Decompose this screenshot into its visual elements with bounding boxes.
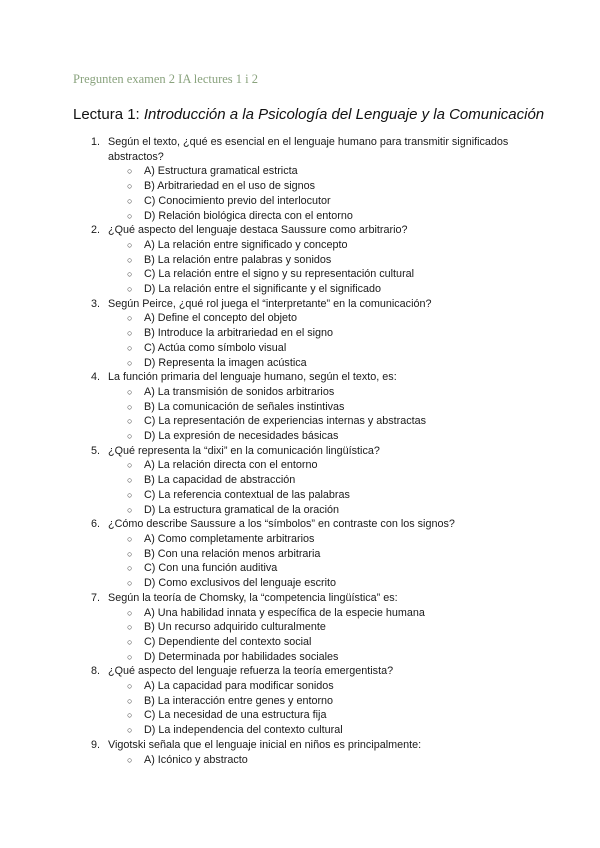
answer-option	[108, 326, 600, 341]
question-number: 1.	[91, 136, 101, 148]
answer-option	[108, 635, 600, 650]
answer-option	[108, 620, 600, 635]
answer-option	[108, 209, 600, 224]
hollow-circle-bullet-icon: ○	[127, 313, 133, 324]
question-item	[0, 664, 600, 738]
hollow-circle-bullet-icon: ○	[127, 651, 133, 662]
question-number: 9.	[91, 738, 101, 751]
hollow-circle-bullet-icon: ○	[127, 239, 133, 250]
answer-option-text: C) Con una función auditiva	[144, 562, 278, 575]
hollow-circle-bullet-icon: ○	[127, 284, 133, 295]
hollow-circle-bullet-icon: ○	[127, 342, 133, 353]
answer-option-text: B) Introduce la arbitrariedad en el signo	[144, 327, 334, 340]
answer-option-text: C) Conocimiento previo del interlocutor	[144, 194, 331, 207]
hollow-circle-bullet-icon: ○	[127, 431, 133, 442]
hollow-circle-bullet-icon: ○	[127, 195, 133, 206]
answer-option-text: B) La relación entre palabras y sonidos	[144, 253, 332, 266]
hollow-circle-bullet-icon: ○	[127, 386, 133, 397]
option-list	[108, 164, 600, 223]
option-list	[108, 606, 600, 665]
question-text: Vigotski señala que el lenguaje inicial en niños es principalmente:	[108, 738, 422, 751]
answer-option	[108, 694, 600, 709]
answer-option-text: A) Estructura gramatical estricta	[144, 165, 298, 178]
answer-option-text: B) La interacción entre genes y entorno	[144, 694, 334, 707]
answer-option	[108, 385, 600, 400]
option-list	[108, 753, 600, 768]
answer-option-text: A) Una habilidad innata y específica de la especie humana	[144, 606, 425, 619]
answer-option	[108, 341, 600, 356]
answer-option-text: D) Como exclusivos del lenguaje escrito	[144, 577, 337, 590]
hollow-circle-bullet-icon: ○	[127, 695, 133, 706]
question-text: La función primaria del lenguaje humano, según el texto, es:	[108, 371, 397, 384]
hollow-circle-bullet-icon: ○	[127, 578, 133, 589]
answer-option-text: A) La capacidad para modificar sonidos	[144, 680, 334, 693]
answer-option	[108, 488, 600, 503]
answer-option	[108, 473, 600, 488]
question-item	[0, 223, 600, 297]
answer-option	[108, 179, 600, 194]
question-number: 5.	[91, 444, 101, 457]
hollow-circle-bullet-icon: ○	[127, 636, 133, 647]
answer-option-text: A) La relación entre significado y concepto	[144, 238, 348, 251]
question-text: Según Peirce, ¿qué rol juega el “interpretante” en la comunicación?	[108, 297, 432, 310]
question-text: ¿Qué aspecto del lenguaje refuerza la teoría emergentista?	[108, 665, 394, 678]
answer-option-text: D) Determinada por habilidades sociales	[144, 650, 339, 663]
answer-option-text: C) La necesidad de una estructura fija	[144, 709, 327, 722]
question-number: 2.	[91, 224, 101, 237]
answer-option	[108, 164, 600, 179]
answer-option	[108, 503, 600, 518]
answer-option	[108, 311, 600, 326]
answer-option	[108, 253, 600, 268]
hollow-circle-bullet-icon: ○	[127, 681, 133, 692]
hollow-circle-bullet-icon: ○	[127, 475, 133, 486]
answer-option	[108, 356, 600, 371]
answer-option	[108, 547, 600, 562]
answer-option	[108, 723, 600, 738]
answer-option	[108, 532, 600, 547]
hollow-circle-bullet-icon: ○	[127, 416, 133, 427]
heading-prefix: Lectura 1:	[73, 106, 144, 123]
answer-option-text: D) Representa la imagen acústica	[144, 356, 307, 369]
question-text: Según la teoría de Chomsky, la “competencia lingüística” es:	[108, 591, 398, 604]
option-list	[108, 679, 600, 738]
answer-option	[108, 400, 600, 415]
hollow-circle-bullet-icon: ○	[127, 725, 133, 736]
heading-italic-title: Introducción a la Psicología del Lenguaje y la Comunicación	[143, 106, 545, 123]
question-item	[0, 370, 600, 444]
answer-option-text: B) Un recurso adquirido culturalmente	[144, 621, 326, 634]
answer-option	[108, 458, 600, 473]
hollow-circle-bullet-icon: ○	[127, 210, 133, 221]
option-list	[108, 311, 600, 370]
answer-option-text: A) La relación directa con el entorno	[144, 459, 318, 472]
question-item	[0, 738, 600, 767]
answer-option-text: C) La referencia contextual de las palabras	[144, 488, 350, 501]
answer-option	[108, 267, 600, 282]
answer-option-text: D) La relación entre el significante y el significado	[144, 283, 382, 296]
question-item	[0, 444, 600, 518]
answer-option-text: B) Arbitrariedad en el uso de signos	[144, 180, 316, 193]
hollow-circle-bullet-icon: ○	[127, 181, 133, 192]
question-list	[0, 135, 600, 767]
question-number: 3.	[91, 297, 101, 310]
hollow-circle-bullet-icon: ○	[127, 563, 133, 574]
hollow-circle-bullet-icon: ○	[127, 328, 133, 339]
question-text: Según el texto, ¿qué es esencial en el lenguaje humano para transmitir significados abstractos?	[108, 136, 509, 163]
hollow-circle-bullet-icon: ○	[127, 357, 133, 368]
option-list	[108, 385, 600, 444]
question-number: 6.	[91, 518, 101, 531]
answer-option	[108, 708, 600, 723]
hollow-circle-bullet-icon: ○	[127, 504, 133, 515]
question-item	[0, 135, 600, 223]
answer-option-text: D) La expresión de necesidades básicas	[144, 430, 339, 443]
hollow-circle-bullet-icon: ○	[127, 460, 133, 471]
answer-option-text: A) Como completamente arbitrarios	[144, 532, 315, 545]
answer-option-text: C) La representación de experiencias internas y abstractas	[144, 415, 427, 428]
answer-option-text: B) La comunicación de señales instintivas	[144, 400, 345, 413]
answer-option	[108, 429, 600, 444]
hollow-circle-bullet-icon: ○	[127, 710, 133, 721]
question-text: ¿Qué aspecto del lenguaje destaca Saussure como arbitrario?	[108, 224, 408, 237]
question-item	[0, 297, 600, 371]
hollow-circle-bullet-icon: ○	[127, 166, 133, 177]
question-text: ¿Qué representa la “dixi” en la comunicación lingüística?	[108, 444, 380, 457]
hollow-circle-bullet-icon: ○	[127, 254, 133, 265]
answer-option-text: A) Icónico y abstracto	[144, 753, 248, 766]
question-item	[0, 591, 600, 665]
answer-option-text: B) La capacidad de abstracción	[144, 474, 296, 487]
question-number: 8.	[91, 665, 101, 678]
answer-option	[108, 576, 600, 591]
hollow-circle-bullet-icon: ○	[127, 401, 133, 412]
hollow-circle-bullet-icon: ○	[127, 548, 133, 559]
question-text: ¿Cómo describe Saussure a los “símbolos” en contraste con los signos?	[108, 518, 455, 531]
answer-option-text: A) Define el concepto del objeto	[144, 312, 298, 325]
option-list	[108, 238, 600, 297]
answer-option-text: B) Con una relación menos arbitraria	[144, 547, 321, 560]
option-list	[108, 532, 600, 591]
answer-option	[108, 194, 600, 209]
answer-option-text: C) Dependiente del contexto social	[144, 635, 312, 648]
document-title: Pregunten examen 2 IA lectures 1 i 2	[73, 72, 259, 86]
answer-option-text: D) La estructura gramatical de la oración	[144, 503, 340, 516]
answer-option-text: A) La transmisión de sonidos arbitrarios	[144, 385, 335, 398]
hollow-circle-bullet-icon: ○	[127, 269, 133, 280]
answer-option-text: D) La independencia del contexto cultural	[144, 724, 343, 737]
section-heading	[73, 106, 593, 123]
answer-option	[108, 414, 600, 429]
answer-option	[108, 238, 600, 253]
hollow-circle-bullet-icon: ○	[127, 754, 133, 765]
hollow-circle-bullet-icon: ○	[127, 533, 133, 544]
answer-option-text: C) Actúa como símbolo visual	[144, 341, 287, 354]
answer-option	[108, 606, 600, 621]
answer-option-text: D) Relación biológica directa con el entorno	[144, 209, 353, 222]
answer-option	[108, 561, 600, 576]
question-number: 4.	[91, 371, 101, 384]
option-list	[108, 458, 600, 517]
hollow-circle-bullet-icon: ○	[127, 622, 133, 633]
answer-option	[108, 753, 600, 768]
answer-option-text: C) La relación entre el signo y su representación cultural	[144, 268, 415, 281]
answer-option	[108, 282, 600, 297]
hollow-circle-bullet-icon: ○	[127, 607, 133, 618]
question-item	[0, 517, 600, 591]
answer-option	[108, 650, 600, 665]
answer-option	[108, 679, 600, 694]
hollow-circle-bullet-icon: ○	[127, 489, 133, 500]
question-number: 7.	[91, 591, 101, 604]
